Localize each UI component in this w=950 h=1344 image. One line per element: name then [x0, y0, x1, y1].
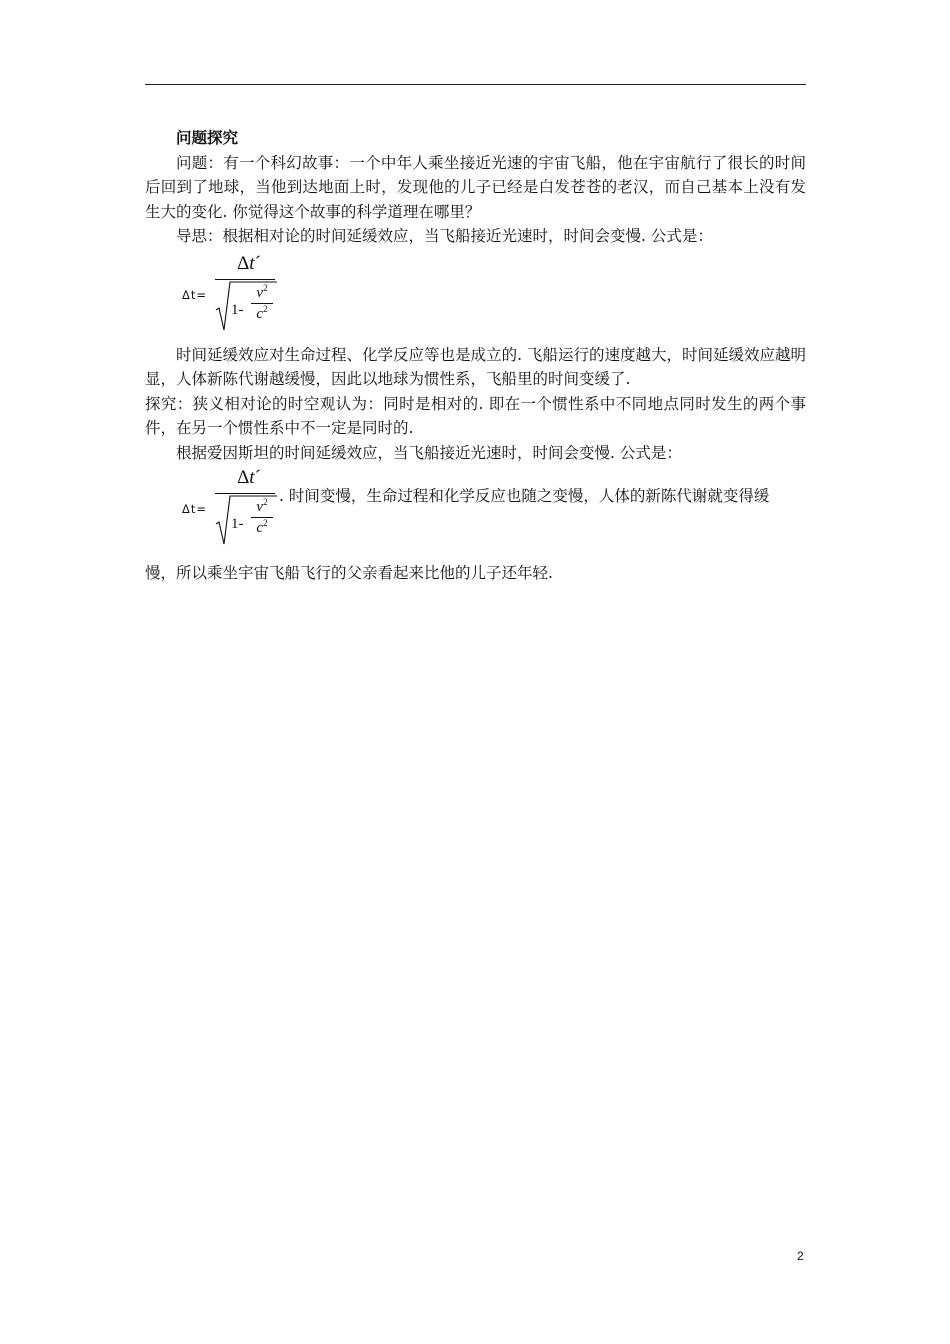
- paragraph-explore: 探究：狭义相对论的时空观认为：同时是相对的. 即在一个惯性系中不同地点同时发生的两个事件，在另一个惯性系中不一定是同时的.: [145, 394, 806, 437]
- formula-tail-text: . 时间变慢，生命过程和化学反应也随之变慢，人体的新陈代谢就变得缓: [279, 487, 770, 505]
- formula-fraction: [215, 467, 275, 550]
- formula-numerator: Δt´: [237, 467, 261, 488]
- formula-denominator: [215, 494, 275, 550]
- paragraph-question: 问题：有一个科幻故事：一个中年人乘坐接近光速的宇宙飞船，他在宇宙航行了很长的时间后回到了地球，当他到达地面上时，发现他的儿子已经是白发苍苍的老汉，而自己基本上没有发生大的变化. 你觉得这个故事的科学道理在哪里？: [145, 153, 806, 221]
- formula-time-dilation-2: [145, 467, 806, 557]
- formula-fraction: [215, 253, 275, 336]
- formula-time-dilation-1: [145, 253, 806, 339]
- paragraph-conclusion: 慢，所以乘坐宇宙飞船飞行的父亲看起来比他的儿子还年轻.: [145, 564, 553, 582]
- paragraph-hint: 导思：根据相对论的时间延缓效应，当飞船接近光速时，时间会变慢. 公式是：: [176, 227, 713, 245]
- formula-lhs: Δt=: [182, 287, 208, 302]
- paragraph-effect: 时间延缓效应对生命过程、化学反应等也是成立的. 飞船运行的速度越大，时间延缓效应越明显，人体新陈代谢越缓慢，因此以地球为惯性系，飞船里的时间变缓了.: [145, 345, 806, 388]
- formula-denominator: [215, 280, 275, 336]
- paragraph-einstein: 根据爱因斯坦的时间延缓效应，当飞船接近光速时，时间会变慢. 公式是：: [176, 443, 682, 462]
- header-rule: [145, 84, 806, 85]
- radical-one: 1-: [231, 516, 244, 532]
- inner-fraction: $v^2$ $c^2$: [251, 498, 273, 537]
- formula-numerator: Δt´: [237, 252, 261, 274]
- radical-one: 1-: [231, 301, 244, 318]
- section-heading: 问题探究: [176, 128, 239, 147]
- formula-lhs: Δt=: [182, 502, 208, 516]
- page-number: 2: [797, 1249, 804, 1263]
- inner-fraction: $v^2$ $c^2$: [251, 284, 273, 323]
- document-body: [145, 126, 806, 586]
